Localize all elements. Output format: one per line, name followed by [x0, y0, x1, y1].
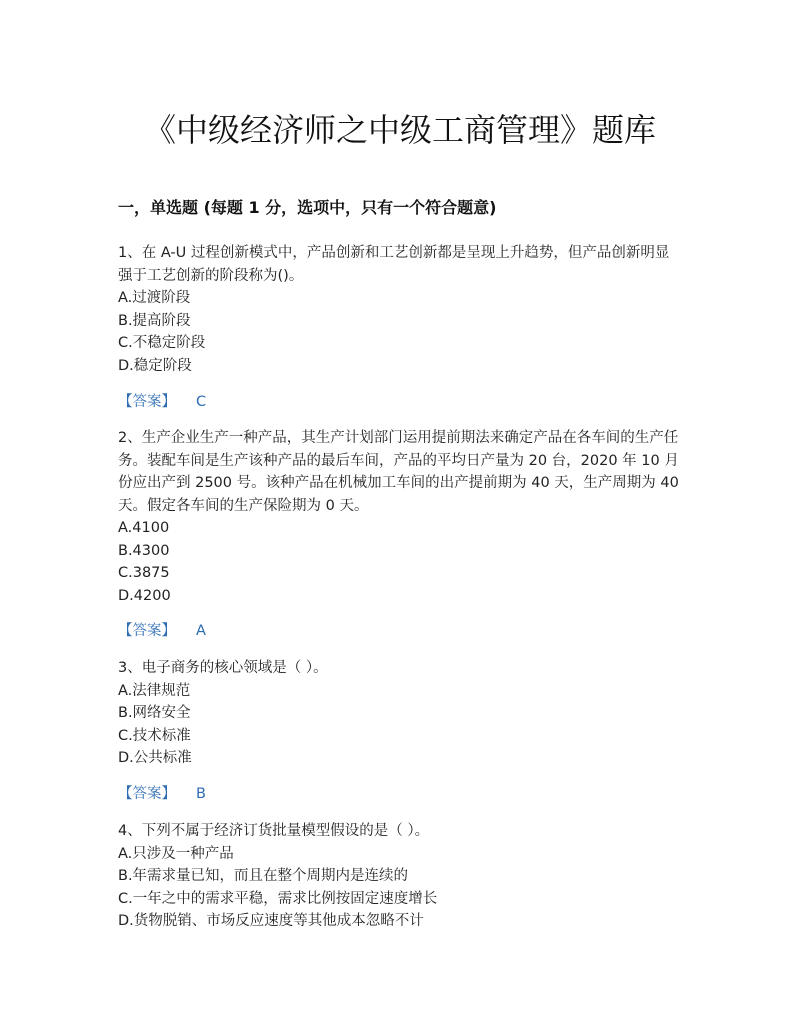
- option-a: A.过渡阶段: [118, 290, 191, 306]
- question-stem: 1、在 A-U 过程创新模式中，产品创新和工艺创新都是呈现上升趋势，但产品创新明显强于工艺创新的阶段称为()。: [118, 245, 670, 284]
- option-a: A.4100: [118, 520, 170, 536]
- section-heading: 一，单选题 (每题 1 分，选项中，只有一个符合题意): [118, 198, 497, 217]
- answer-1: [118, 391, 206, 413]
- option-d: D.4200: [118, 587, 171, 604]
- option-d: D.公共标准: [118, 750, 192, 766]
- option-d: D.货物脱销、市场反应速度等其他成本忽略不计: [118, 913, 424, 929]
- answer-2: [118, 620, 206, 642]
- question-2: [118, 427, 683, 607]
- document-title: 《中级经济师之中级工商管理》题库: [143, 111, 656, 149]
- question-3: [118, 657, 683, 770]
- option-b: B.年需求量已知，而且在整个周期内是连续的: [118, 868, 409, 884]
- option-b: B.提高阶段: [118, 312, 191, 329]
- question-stem: 2、生产企业生产一种产品，其生产计划部门运用提前期法来确定产品在各车间的生产任务。装配车间是生产该种产品的最后车间，产品的平均日产量为 20 台，2020 年 10 月份应出产到 2500 号。该种产品在机械加工车间的出产提前期为 40 天，生产周期为 40 天。假定各车间的生产保险期为 0 天。: [118, 430, 679, 514]
- question-stem: 3、电子商务的核心领域是（ ）。: [118, 660, 328, 676]
- question-stem: 4、下列不属于经济订货批量模型假设的是（ ）。: [118, 823, 430, 839]
- option-d: D.稳定阶段: [118, 357, 192, 374]
- option-c: C.3875: [118, 565, 170, 581]
- answer-value: C: [196, 394, 207, 410]
- question-4: [118, 820, 683, 933]
- option-c: C.不稳定阶段: [118, 335, 206, 351]
- answer-label: 【答案】: [118, 394, 176, 410]
- answer-label: 【答案】: [118, 623, 176, 639]
- option-c: C.一年之中的需求平稳，需求比例按固定速度增长: [118, 890, 438, 907]
- option-b: B.网络安全: [118, 705, 191, 721]
- answer-value: B: [196, 786, 206, 802]
- answer-3: [118, 783, 206, 805]
- option-a: A.法律规范: [118, 682, 191, 699]
- answer-value: A: [196, 623, 206, 639]
- answer-label: 【答案】: [118, 786, 176, 802]
- option-b: B.4300: [118, 542, 170, 559]
- question-1: [118, 242, 683, 377]
- option-c: C.技术标准: [118, 727, 191, 744]
- option-a: A.只涉及一种产品: [118, 845, 234, 862]
